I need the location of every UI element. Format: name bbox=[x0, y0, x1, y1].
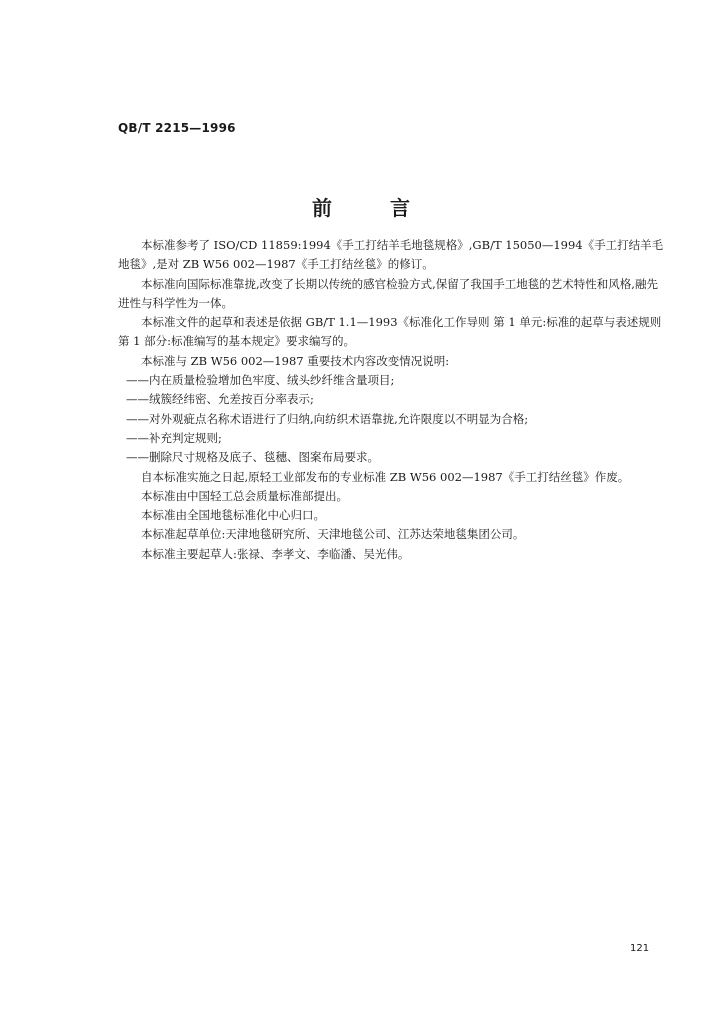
change-item: ——内在质量检验增加色牢度、绒头纱纤维含量项目; bbox=[126, 373, 395, 388]
page-title bbox=[0, 192, 722, 221]
paragraph-reference: 本标准参考了 ISO/CD 11859:1994《手工打结羊毛地毯规格》,GB/T 15050—1994《手工打结羊毛地毯》,是对 ZB W56 002—1987《手工打结丝毯》的修订。 bbox=[118, 238, 664, 272]
foreword-body bbox=[118, 236, 666, 564]
paragraph-changes-intro: 本标准与 ZB W56 002—1987 重要技术内容改变情况说明: bbox=[141, 353, 450, 368]
change-item: ——绒簇经纬密、允差按百分率表示; bbox=[126, 392, 314, 407]
change-item: ——对外观疵点名称术语进行了归纳,向纺织术语靠拢,允许限度以不明显为合格; bbox=[126, 411, 529, 426]
paragraph-supersedes: 自本标准实施之日起,原轻工业部发布的专业标准 ZB W56 002—1987《手工打结丝毯》作废。 bbox=[141, 469, 630, 484]
paragraph-approach: 本标准向国际标准靠拢,改变了长期以传统的感官检验方式,保留了我国手工地毯的艺术特性和风格,融先进性与科学性为一体。 bbox=[118, 276, 658, 310]
paragraph-proposed-by: 本标准由中国轻工总会质量标准部提出。 bbox=[141, 488, 348, 503]
paragraph-drafting-basis: 本标准文件的起草和表述是依据 GB/T 1.1—1993《标准化工作导则 第 1 单元:标准的起草与表述规则 第 1 部分:标准编写的基本规定》要求编写的。 bbox=[118, 315, 662, 349]
paragraph-centralized-by: 本标准由全国地毯标准化中心归口。 bbox=[141, 508, 325, 523]
paragraph-drafting-units: 本标准起草单位:天津地毯研究所、天津地毯公司、江苏达荣地毯集团公司。 bbox=[141, 527, 525, 542]
title-char-2: 言 bbox=[390, 196, 410, 220]
change-item: ——删除尺寸规格及底子、毯穗、图案布局要求。 bbox=[126, 450, 379, 465]
paragraph-drafters: 本标准主要起草人:张禄、李孝文、李临潘、吴光伟。 bbox=[141, 546, 410, 561]
document-code: QB/T 2215—1996 bbox=[118, 121, 236, 135]
change-item: ——补充判定规则; bbox=[126, 430, 222, 445]
title-char-1: 前 bbox=[312, 196, 332, 220]
page-number: 121 bbox=[630, 943, 650, 954]
